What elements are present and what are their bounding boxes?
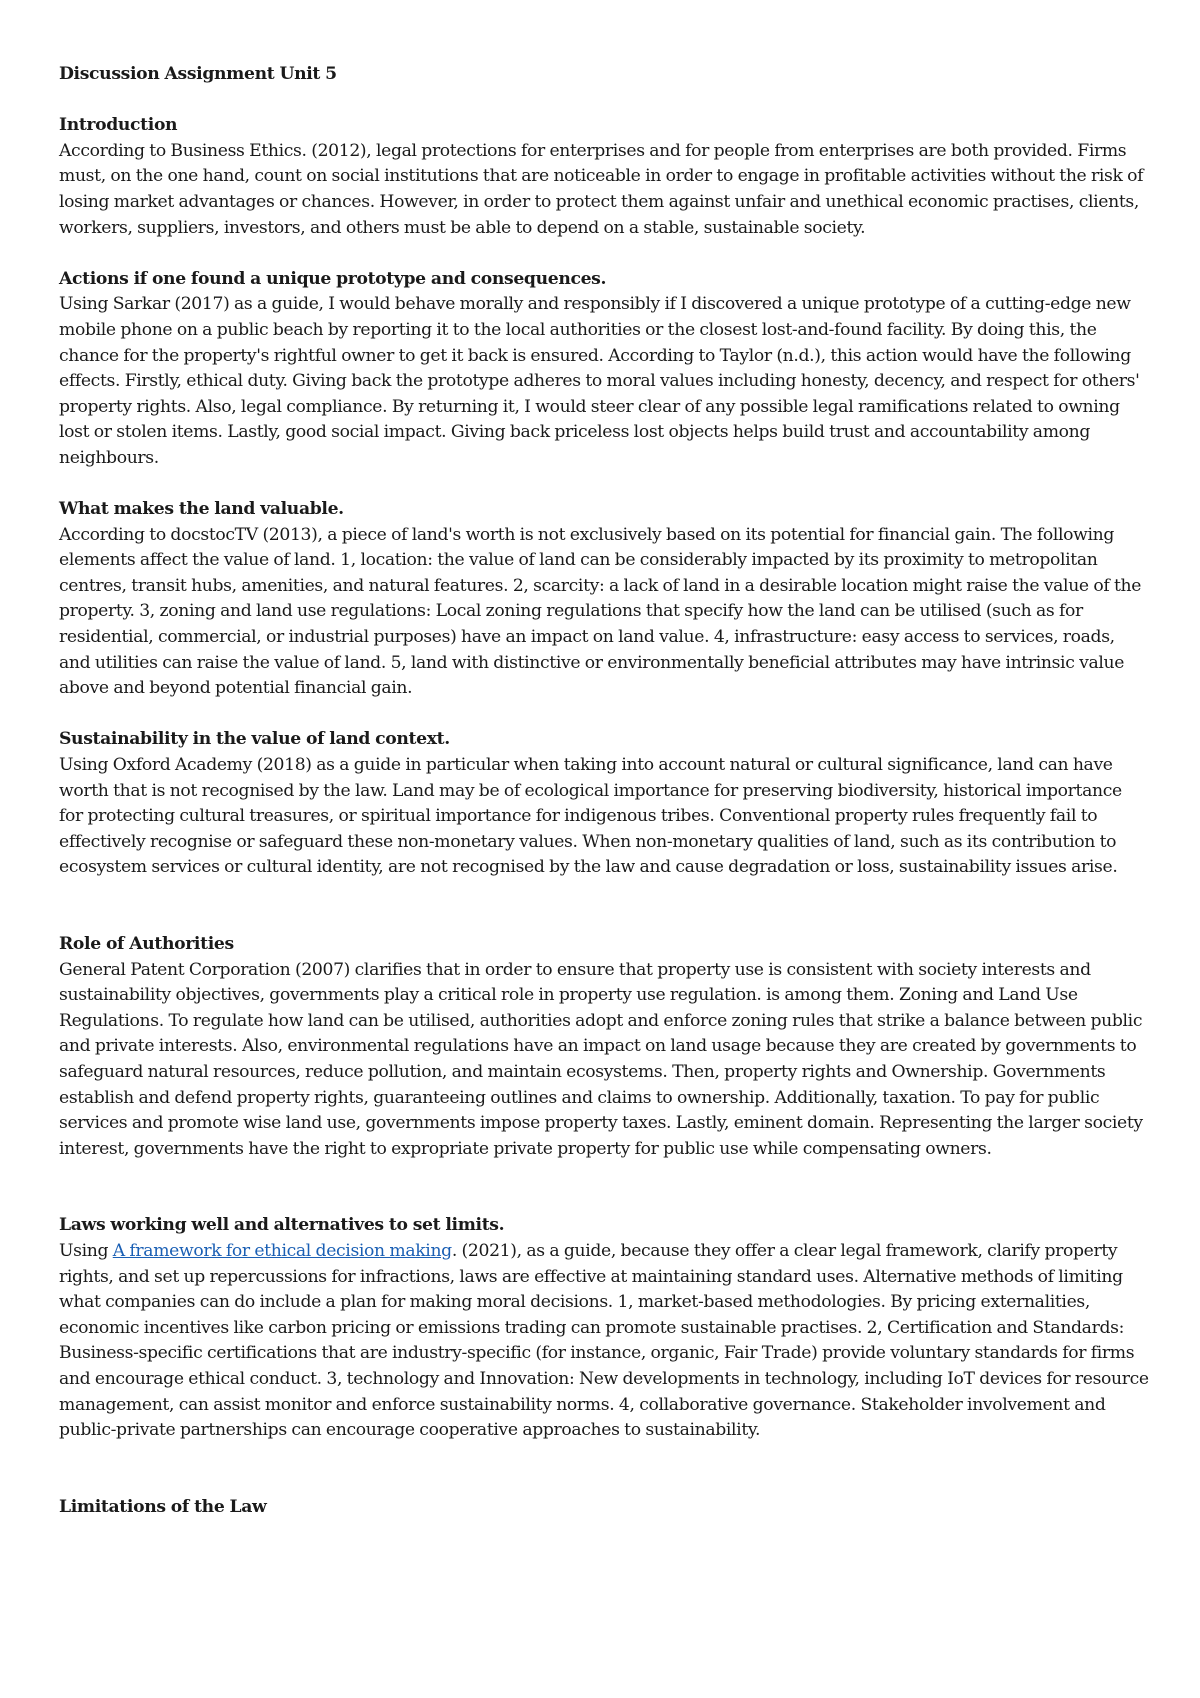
section-introduction bbox=[59, 113, 1149, 241]
section-heading: Laws working well and alternatives to set limits. bbox=[59, 1215, 505, 1236]
body-suffix: . (2021), as a guide, because they offer a clear legal framework, clarify property rights, and set up repercussions for infractions, laws are effective at maintaining standard uses. Alternative methods of limiting what companies can do include a plan for making moral decisions. 1, market-based methodologies. By pricing externalities, economic incentives like carbon pricing or emissions trading can promote sustainable practises. 2, Certification and Standards: Business-specific certifications that are industry-specific (for instance, organic, Fair Trade) provide voluntary standards for firms and encourage ethical conduct. 3, technology and Innovation: New developments in technology, including IoT devices for resource management, can assist monitor and enforce sustainability norms. 4, collaborative governance. Stakeholder involvement and public-private partnerships can encourage cooperative approaches to sustainability. bbox=[59, 1240, 1149, 1441]
section-laws bbox=[59, 1213, 1149, 1443]
spacer bbox=[59, 1162, 1149, 1213]
section-sustainability bbox=[59, 727, 1149, 881]
section-heading: Role of Authorities bbox=[59, 934, 234, 954]
section-body: According to docstocTV (2013), a piece of land's worth is not exclusively based on its potential for financial gain. The following elements affect the value of land. 1, location: the value of land can be considerably impacted by its proximity to metropolitan centres, transit hubs, amenities, and natural features. 2, scarcity: a lack of land in a desirable location might raise the value of the property. 3, zoning and land use regulations: Local zoning regulations that specify how the land can be utilised (such as for residential, commercial, or industrial purposes) have an impact on land value. 4, infrastructure: easy access to services, roads, and utilities can raise the value of land. 5, land with distinctive or environmentally beneficial attributes may have intrinsic value above and beyond potential financial gain. bbox=[59, 524, 1142, 699]
section-prototype bbox=[59, 267, 1149, 472]
section-body: General Patent Corporation (2007) clarifies that in order to ensure that property use is consistent with society interests and sustainability objectives, governments play a critical role in property use regulation. is among them. Zoning and Land Use Regulations. To regulate how land can be utilised, authorities adopt and enforce zoning rules that strike a balance between public and private interests. Also, environmental regulations have an impact on land usage because they are created by governments to safeguard natural resources, reduce pollution, and maintain ecosystems. Then, property rights and Ownership. Governments establish and defend property rights, guaranteeing outlines and claims to ownership. Additionally, taxation. To pay for public services and promote wise land use, governments impose property taxes. Lastly, eminent domain. Representing the larger society interest, governments have the right to expropriate private property for public use while compensating owners. bbox=[59, 959, 1143, 1159]
section-limitations bbox=[59, 1495, 1149, 1521]
section-authorities bbox=[59, 932, 1149, 1162]
section-body: According to Business Ethics. (2012), legal protections for enterprises and for people from enterprises are both provided. Firms must, on the one hand, count on social institutions that are noticeable in order to engage in profitable activities without the risk of losing market advantages or chances. However, in order to protect them against unfair and unethical economic practises, clients, workers, suppliers, investors, and others must be able to depend on a stable, sustainable society. bbox=[59, 140, 1144, 238]
spacer bbox=[59, 88, 1149, 114]
spacer bbox=[59, 881, 1149, 932]
spacer bbox=[59, 472, 1149, 498]
section-heading: Sustainability in the value of land context. bbox=[59, 729, 450, 750]
document-title: Discussion Assignment Unit 5 bbox=[59, 64, 337, 84]
section-body: Using Oxford Academy (2018) as a guide in particular when taking into account natural or cultural significance, land can have worth that is not recognised by the law. Land may be of ecological importance for preserving biodiversity, historical importance for protecting cultural treasures, or spiritual importance for indigenous tribes. Conventional property rules frequently fail to effectively recognise or safeguard these non-monetary values. When non-monetary qualities of land, such as its contribution to ecosystem services or cultural identity, are not recognised by the law and cause degradation or loss, sustainability issues arise. bbox=[59, 755, 1122, 878]
section-heading: What makes the land valuable. bbox=[59, 499, 344, 520]
framework-link[interactable]: A framework for ethical decision making bbox=[112, 1240, 452, 1261]
section-heading: Introduction bbox=[59, 115, 178, 136]
spacer bbox=[59, 1444, 1149, 1495]
document-page bbox=[59, 62, 1149, 1520]
spacer bbox=[59, 241, 1149, 267]
body-prefix: Using bbox=[59, 1240, 113, 1261]
spacer bbox=[59, 702, 1149, 728]
section-heading: Actions if one found a unique prototype and consequences. bbox=[59, 268, 607, 289]
section-land-value bbox=[59, 497, 1149, 702]
section-heading: Limitations of the Law bbox=[59, 1496, 267, 1517]
section-body: Using Sarkar (2017) as a guide, I would behave morally and responsibly if I discovered a unique prototype of a cutting-edge new mobile phone on a public beach by reporting it to the local authorities or the closest lost-and-found facility. By doing this, the chance for the property's rightful owner to get it back is ensured. According to Taylor (n.d.), this action would have the following effects. Firstly, ethical duty. Giving back the prototype adheres to moral values including honesty, decency, and respect for others' property rights. Also, legal compliance. By returning it, I would steer clear of any possible legal ramifications related to owning lost or stolen items. Lastly, good social impact. Giving back priceless lost objects helps build trust and accountability among neighbours. bbox=[59, 294, 1140, 468]
section-body bbox=[59, 1239, 1149, 1444]
